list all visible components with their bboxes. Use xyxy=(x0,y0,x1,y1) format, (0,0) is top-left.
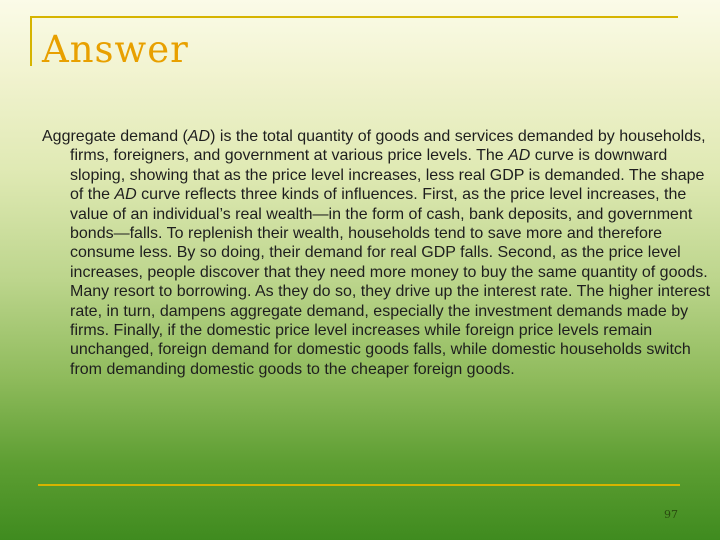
slide-title: Answer xyxy=(42,28,189,71)
ad-abbreviation: AD xyxy=(187,128,211,145)
page-number: 97 xyxy=(664,508,678,521)
footer-divider xyxy=(38,484,680,486)
title-divider-left xyxy=(30,16,32,66)
ad-abbreviation: AD xyxy=(508,147,531,165)
ad-abbreviation: AD xyxy=(114,186,137,204)
slide-body-text: Aggregate demand (AD) is the total quantity of goods and services demanded by households, firms, foreigners, and government at various price levels. The AD curve is downward sloping, showing that as the price level increases, less real GDP is demanded. The shape of the AD curve reflects three kinds of influences. First, as the price level increases, the value of an individual’s real wealth—in the form of cash, bank deposits, and government bonds—falls. To replenish their wealth, households tend to save more and therefore consume less. By so doing, their demand for real GDP falls. Second, as the price level increases, people discover that they need more money to buy the same quantity of goods. Many resort to borrowing. As they do so, they drive up the interest rate. The higher interest rate, in turn, dampens aggregate demand, especially the investment demands made by firms. Finally, if the domestic price level increases while foreign price levels remain unchanged, foreign demand for domestic goods falls, while domestic households switch from demanding domestic goods to the cheaper foreign goods. xyxy=(42,128,711,378)
title-divider-top xyxy=(30,16,678,18)
